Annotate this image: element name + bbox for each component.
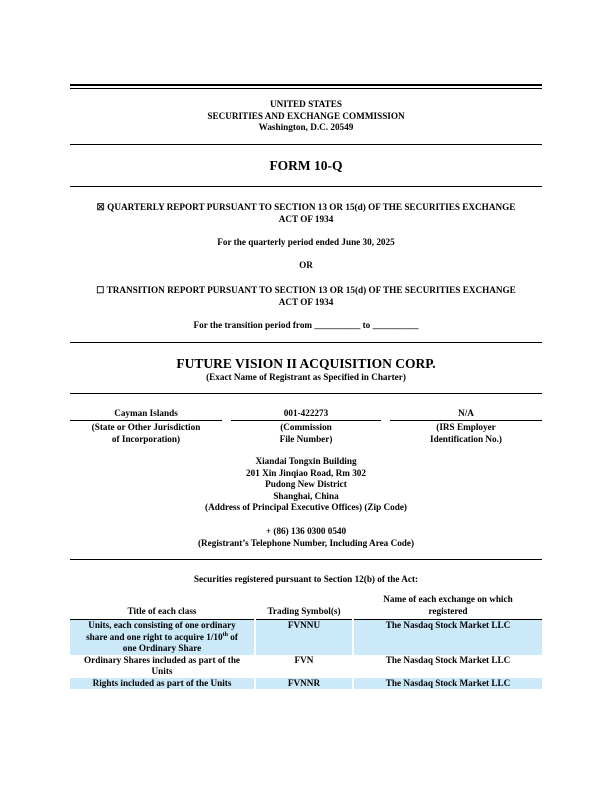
registrant-rule bbox=[70, 393, 542, 394]
top-rule bbox=[70, 84, 542, 86]
transition-from-blank: __________ bbox=[314, 320, 361, 330]
col-exchange-header-line1: Name of each exchange on which bbox=[383, 594, 513, 604]
address-block bbox=[70, 456, 542, 514]
form-title: FORM 10-Q bbox=[269, 158, 343, 173]
irs-value: N/A bbox=[458, 408, 474, 418]
irs-caption-line2: Identification No.) bbox=[430, 433, 502, 444]
class-cell-line2: Units bbox=[151, 666, 173, 676]
class-cell-line1: Ordinary Shares included as part of the bbox=[83, 654, 241, 665]
commission-caption bbox=[231, 422, 381, 445]
class-cell bbox=[70, 655, 254, 678]
class-cell: Rights included as part of the Units bbox=[70, 678, 254, 690]
state-caption-line1: (State or Other Jurisdiction bbox=[91, 422, 201, 432]
symbol-cell: FVN bbox=[294, 654, 314, 665]
address-line4: Shanghai, China bbox=[273, 490, 339, 501]
irs-rule bbox=[390, 420, 542, 421]
state-caption bbox=[70, 422, 222, 445]
quarterly-report-section bbox=[70, 202, 542, 225]
transition-period bbox=[70, 320, 542, 332]
securities-table bbox=[70, 594, 542, 689]
address-caption: (Address of Principal Executive Offices) (Zip Code) bbox=[205, 502, 407, 512]
exchange-cell: The Nasdaq Stock Market LLC bbox=[385, 654, 511, 665]
class-cell-line3: one Ordinary Share bbox=[122, 643, 202, 653]
country-text: UNITED STATES bbox=[270, 99, 342, 109]
location-text: Washington, D.C. 20549 bbox=[258, 122, 354, 132]
col-exchange-header bbox=[354, 594, 542, 620]
registrant-name-caption: (Exact Name of Registrant as Specified in Charter) bbox=[206, 372, 406, 382]
symbol-cell: FVNNU bbox=[256, 620, 352, 655]
address-line1: Xiandai Tongxin Building bbox=[255, 456, 357, 466]
class-cell-line2: share and one right to acquire 1/10th of bbox=[86, 631, 238, 642]
address-line3: Pudong New District bbox=[265, 479, 347, 489]
superscript-th: th bbox=[222, 631, 228, 638]
form-title-rule bbox=[70, 186, 542, 187]
exchange-cell: The Nasdaq Stock Market LLC bbox=[354, 678, 542, 690]
quarterly-label: QUARTERLY REPORT PURSUANT TO SECTION 13 OR 15(d) OF THE SECURITIES EXCHANGE bbox=[107, 202, 516, 212]
table-row bbox=[70, 655, 542, 678]
transition-to-text: to bbox=[362, 320, 371, 330]
transition-label: TRANSITION REPORT PURSUANT TO SECTION 13 OR 15(d) OF THE SECURITIES EXCHANGE bbox=[106, 285, 516, 295]
transition-to-blank: __________ bbox=[372, 320, 419, 330]
phone-block bbox=[70, 526, 542, 549]
irs-caption bbox=[390, 422, 542, 445]
class-cell-line1: Units, each consisting of one ordinary bbox=[88, 620, 236, 630]
phone-caption: (Registrant’s Telephone Number, Including Area Code) bbox=[197, 537, 415, 548]
table-row bbox=[70, 678, 542, 690]
agency-header bbox=[70, 99, 542, 134]
col-symbol-header: Trading Symbol(s) bbox=[256, 594, 352, 620]
agency-text: SECURITIES AND EXCHANGE COMMISSION bbox=[207, 110, 405, 121]
quarterly-checkbox[interactable]: ☒ bbox=[96, 202, 105, 212]
top-rule-thin bbox=[70, 88, 542, 89]
table-row bbox=[70, 620, 542, 655]
phone-rule bbox=[70, 559, 542, 560]
securities-header-row bbox=[70, 594, 542, 620]
symbol-cell: FVNNR bbox=[256, 678, 352, 690]
exchange-cell: The Nasdaq Stock Market LLC bbox=[354, 620, 542, 655]
transition-label-line2: ACT OF 1934 bbox=[278, 296, 334, 307]
transition-report-section bbox=[70, 285, 542, 308]
commission-caption-line1: (Commission bbox=[280, 422, 332, 432]
header-rule bbox=[70, 144, 542, 145]
state-value: Cayman Islands bbox=[114, 408, 178, 418]
quarterly-period: For the quarterly period ended June 30, 2025 bbox=[217, 237, 395, 247]
securities-heading: Securities registered pursuant to Section 12(b) of the Act: bbox=[193, 574, 419, 584]
address-line2: 201 Xin Jinqiao Road, Rm 302 bbox=[246, 467, 366, 478]
commission-rule bbox=[231, 420, 381, 421]
state-caption-line2: of Incorporation) bbox=[111, 433, 181, 444]
commission-file-value: 001-422273 bbox=[283, 408, 329, 418]
commission-caption-line2: File Number) bbox=[279, 433, 333, 444]
transition-rule bbox=[70, 342, 542, 343]
registrant-name: FUTURE VISION II ACQUISITION CORP. bbox=[176, 356, 436, 371]
class-cell bbox=[70, 620, 254, 655]
col-exchange-header-line2: registered bbox=[428, 605, 468, 616]
quarterly-label-line2: ACT OF 1934 bbox=[278, 213, 334, 224]
transition-checkbox[interactable]: ☐ bbox=[96, 285, 105, 295]
col-class-header: Title of each class bbox=[70, 594, 254, 620]
or-text: OR bbox=[299, 260, 313, 270]
state-rule bbox=[70, 420, 222, 421]
irs-caption-line1: (IRS Employer bbox=[436, 422, 496, 432]
transition-period-prefix: For the transition period from bbox=[193, 320, 313, 330]
phone-number: + (86) 136 0300 0540 bbox=[265, 526, 347, 536]
